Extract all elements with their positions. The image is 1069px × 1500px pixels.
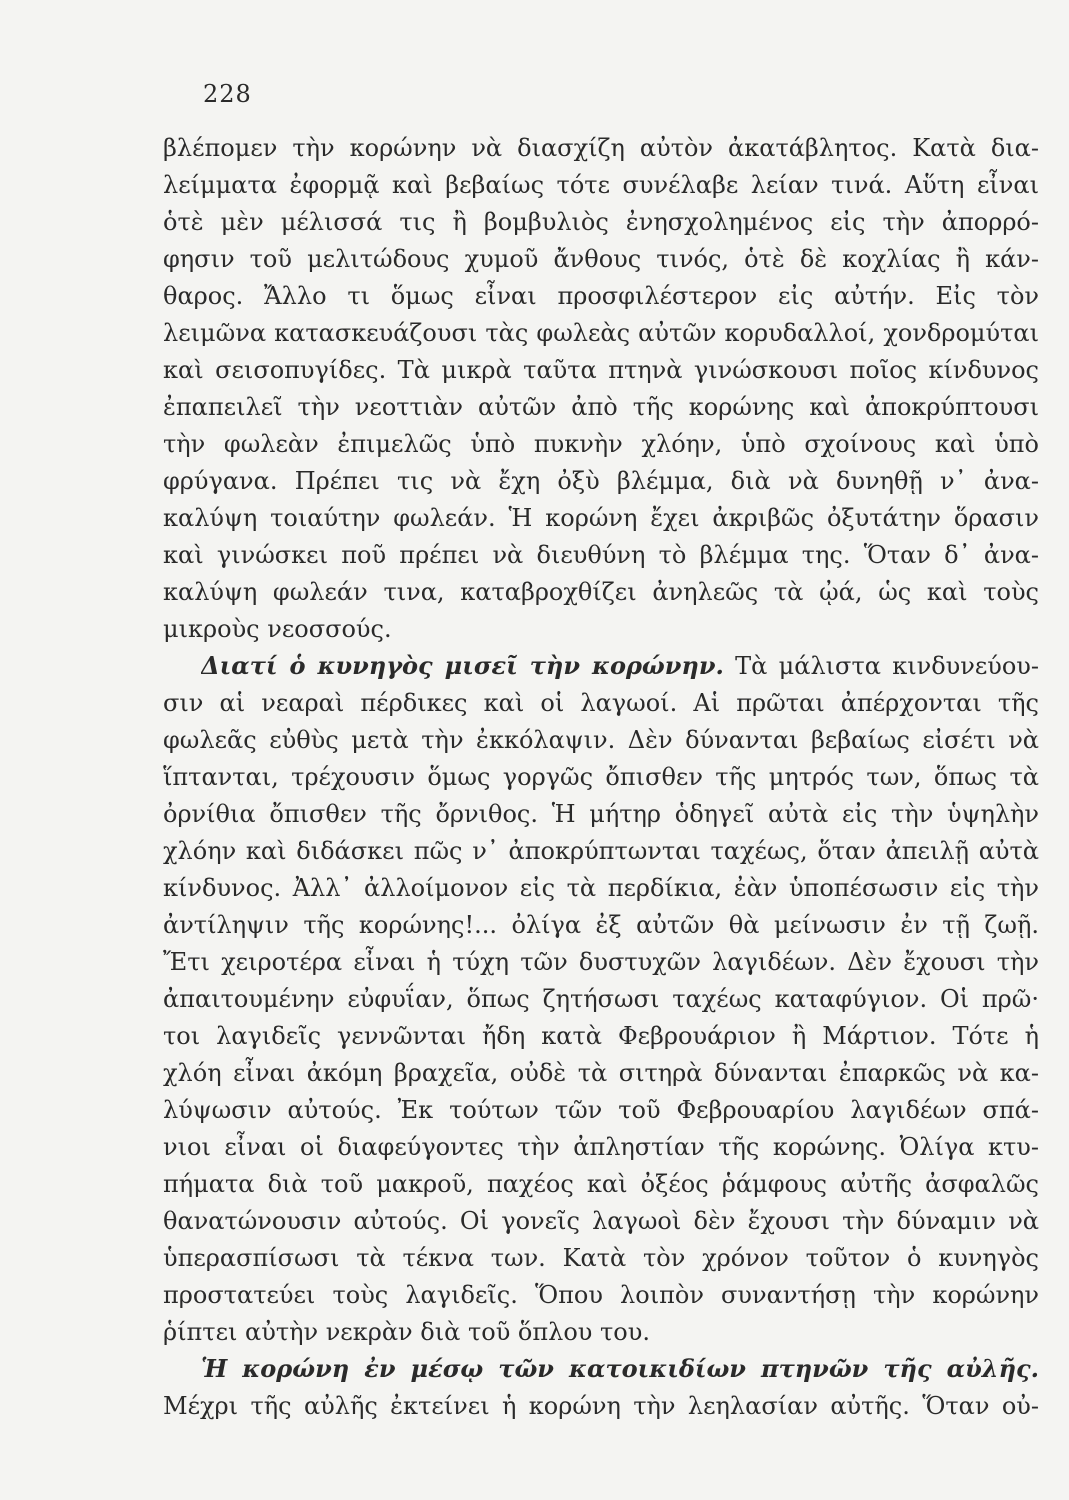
text-line: καλύψη τοιαύτην φωλεάν. Ἡ κορώνη ἔχει ἀκριβῶς ὀξυτάτην ὅρασιν	[163, 504, 1039, 532]
text-line	[201, 648, 1039, 684]
text-line: βλέπομεν τὴν κορώνην νὰ διασχίζη αὐτὸν ἀκατάβλητος. Κατὰ δια-	[163, 134, 1039, 162]
text-line: χλόη εἶναι ἀκόμη βραχεῖα, οὐδὲ τὰ σιτηρὰ δύνανται ἐπαρκῶς νὰ κα-	[163, 1059, 1039, 1087]
text-line: προστατεύει τοὺς λαγιδεῖς. Ὅπου λοιπὸν συναντήσῃ τὴν κορώνην	[163, 1281, 1039, 1309]
text-line: καλύψη φωλεάν τινα, καταβροχθίζει ἀνηλεῶς τὰ ᾠά, ὡς καὶ τοὺς	[163, 578, 1039, 606]
text-line: ἀπαιτουμένην εὐφυΐαν, ὅπως ζητήσωσι ταχέως καταφύγιον. Οἱ πρῶ·	[163, 985, 1039, 1013]
text-line: Μέχρι τῆς αὐλῆς ἐκτείνει ἡ κορώνη τὴν λεηλασίαν αὐτῆς. Ὅταν οὐ-	[163, 1392, 1039, 1420]
text-line: ὀρνίθια ὄπισθεν τῆς ὄρνιθος. Ἡ μήτηρ ὁδηγεῖ αὐτὰ εἰς τὴν ὑψηλὴν	[163, 800, 1039, 828]
text-line: φρύγανα. Πρέπει τις νὰ ἔχη ὀξὺ βλέμμα, διὰ νὰ δυνηθῇ ν᾽ ἀνα-	[163, 467, 1039, 495]
text-line: θανατώνουσιν αὐτούς. Οἱ γονεῖς λαγωοὶ δὲν ἔχουσι τὴν δύναμιν νὰ	[163, 1207, 1039, 1235]
text-line: ὁτὲ μὲν μέλισσά τις ἢ βομβυλιὸς ἐνησχολημένος εἰς τὴν ἀπορρό-	[163, 208, 1039, 236]
text-line: ἵπτανται, τρέχουσιν ὅμως γοργῶς ὄπισθεν τῆς μητρός των, ὅπως τὰ	[163, 763, 1039, 791]
text-line: λύψωσιν αὐτούς. Ἐκ τούτων τῶν τοῦ Φεβρουαρίου λαγιδέων σπά-	[163, 1096, 1039, 1124]
text-line: ἀντίληψιν τῆς κορώνης!... ὀλίγα ἐξ αὐτῶν θὰ μείνωσιν ἐν τῇ ζωῇ.	[163, 911, 1039, 939]
page-number: 228	[203, 80, 252, 108]
text-line: ὑπερασπίσωσι τὰ τέκνα των. Κατὰ τὸν χρόνον τοῦτον ὁ κυνηγὸς	[163, 1244, 1039, 1272]
text-line: θαρος. Ἄλλο τι ὅμως εἶναι προσφιλέστερον εἰς αὐτήν. Εἰς τὸν	[163, 282, 1039, 310]
text-line	[201, 1351, 1039, 1387]
text-line: καὶ γινώσκει ποῦ πρέπει νὰ διευθύνη τὸ βλέμμα της. Ὅταν δ᾽ ἀνα-	[163, 541, 1039, 569]
text-line: λείμματα ἐφορμᾷ καὶ βεβαίως τότε συνέλαβε λείαν τινά. Αὕτη εἶναι	[163, 171, 1039, 199]
text-line: τοι λαγιδεῖς γεννῶνται ἤδη κατὰ Φεβρουάριον ἢ Μάρτιον. Τότε ἡ	[163, 1022, 1039, 1050]
heading-continuation: Τὰ μάλιστα κινδυνεύου-	[735, 652, 1039, 680]
text-line: λειμῶνα κατασκευάζουσι τὰς φωλεὰς αὐτῶν κορυδαλλοί, χονδρομύται	[163, 319, 1039, 347]
text-line: σιν αἱ νεαραὶ πέρδικες καὶ οἱ λαγωοί. Αἱ πρῶται ἀπέρχονται τῆς	[163, 689, 1039, 717]
section-heading: Ἡ κορώνη ἐν μέσῳ τῶν κατοικιδίων πτηνῶν τῆς αὐλῆς.	[201, 1354, 1039, 1383]
text-line: ἐπαπειλεῖ τὴν νεοττιὰν αὐτῶν ἀπὸ τῆς κορώνης καὶ ἀποκρύπτουσι	[163, 393, 1039, 421]
text-line: Ἔτι χειροτέρα εἶναι ἡ τύχη τῶν δυστυχῶν λαγιδέων. Δὲν ἔχουσι τὴν	[163, 948, 1039, 976]
text-line: φωλεᾶς εὐθὺς μετὰ τὴν ἐκκόλαψιν. Δὲν δύνανται βεβαίως εἰσέτι νὰ	[163, 726, 1039, 754]
text-line: κίνδυνος. Ἀλλ᾽ ἀλλοίμονον εἰς τὰ περδίκια, ἐὰν ὑποπέσωσιν εἰς τὴν	[163, 874, 1039, 902]
text-line: καὶ σεισοπυγίδες. Τὰ μικρὰ ταῦτα πτηνὰ γινώσκουσι ποῖος κίνδυνος	[163, 356, 1039, 384]
text-line: πήματα διὰ τοῦ μακροῦ, παχέος καὶ ὀξέος ῥάμφους αὐτῆς ἀσφαλῶς	[163, 1170, 1039, 1198]
text-line: νιοι εἶναι οἱ διαφεύγοντες τὴν ἀπληστίαν τῆς κορώνης. Ὀλίγα κτυ-	[163, 1133, 1039, 1161]
text-line: ῥίπτει αὐτὴν νεκρὰν διὰ τοῦ ὅπλου του.	[163, 1318, 650, 1346]
text-line: φησιν τοῦ μελιτώδους χυμοῦ ἄνθους τινός, ὁτὲ δὲ κοχλίας ἢ κάν-	[163, 245, 1039, 273]
text-line: μικροὺς νεοσσούς.	[163, 615, 392, 643]
text-line: χλόην καὶ διδάσκει πῶς ν᾽ ἀποκρύπτωνται ταχέως, ὅταν ἀπειλῇ αὐτὰ	[163, 837, 1039, 865]
text-line: τὴν φωλεὰν ἐπιμελῶς ὑπὸ πυκνὴν χλόην, ὑπὸ σχοίνους καὶ ὑπὸ	[163, 430, 1039, 458]
section-heading: Διατί ὁ κυνηγὸς μισεῖ τὴν κορώνην.	[201, 651, 724, 680]
